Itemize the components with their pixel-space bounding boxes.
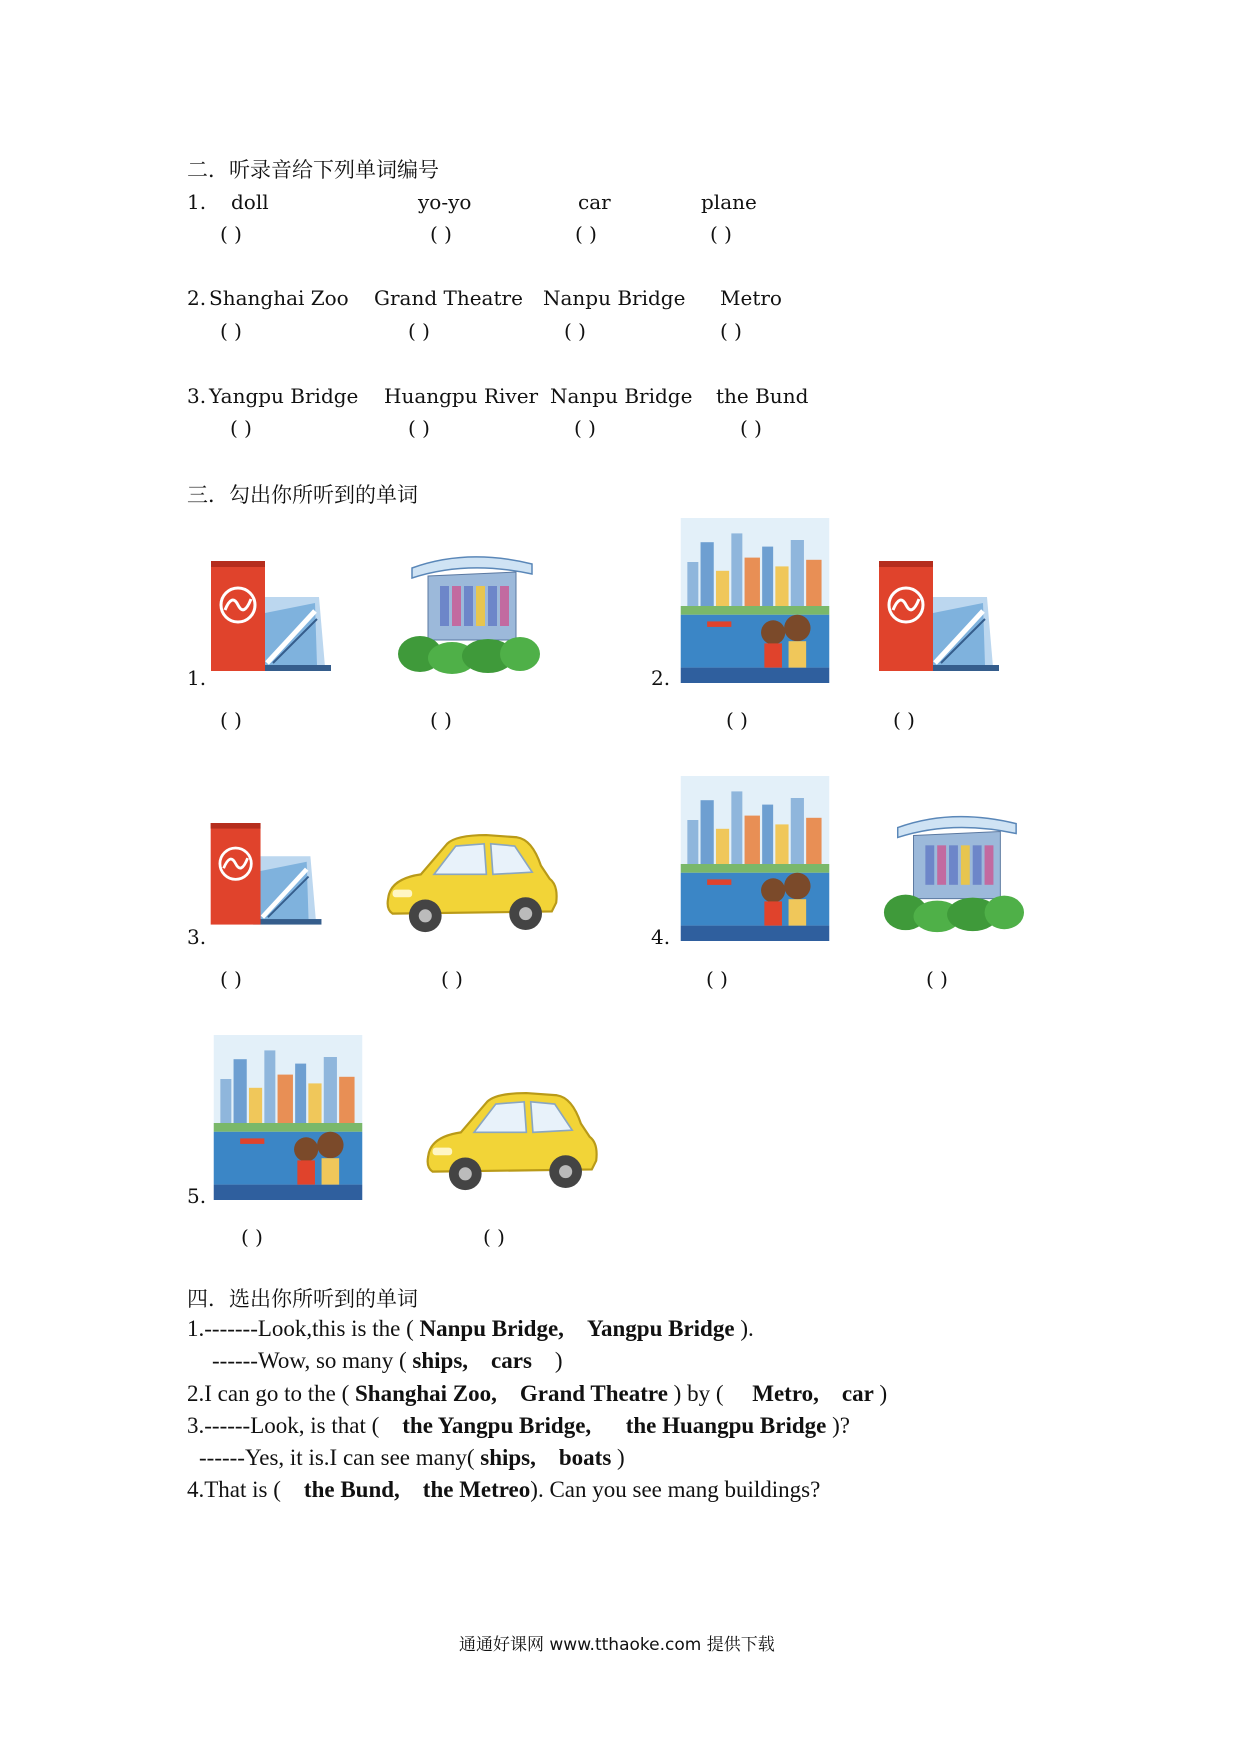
answer-blank[interactable]: ( ): [220, 967, 242, 991]
option[interactable]: cars: [491, 1348, 532, 1373]
group2-number: 2.: [651, 666, 671, 690]
group5-number: 5.: [187, 1184, 207, 1208]
answer-blank[interactable]: ( ): [430, 708, 452, 732]
q1a-end: ).: [734, 1316, 754, 1341]
answer-blank[interactable]: ( ): [720, 319, 742, 343]
row3-word-nanpu-bridge: Nanpu Bridge: [550, 384, 693, 408]
q3b-end: ): [611, 1445, 625, 1470]
row3-word-the-bund: the Bund: [716, 384, 809, 408]
the-bund-icon: [680, 776, 830, 941]
group3-number: 3.: [187, 925, 207, 949]
q4-text: 4.That is (: [187, 1477, 281, 1502]
option[interactable]: the Metreo: [422, 1477, 531, 1502]
row3-word-yangpu-bridge: Yangpu Bridge: [209, 384, 359, 408]
answer-blank[interactable]: ( ): [740, 416, 762, 440]
car-icon: [375, 822, 565, 942]
row1-number: 1.: [187, 190, 207, 214]
q3b-text: ------Yes, it is.I can see many(: [199, 1445, 481, 1470]
metro-station-icon: [207, 555, 337, 685]
answer-blank[interactable]: ( ): [706, 967, 728, 991]
answer-blank[interactable]: ( ): [220, 319, 242, 343]
answer-blank[interactable]: ( ): [408, 416, 430, 440]
option[interactable]: Metro,: [752, 1381, 819, 1406]
answer-blank[interactable]: ( ): [430, 222, 452, 246]
grand-theatre-icon: [878, 805, 1026, 935]
option[interactable]: Shanghai Zoo,: [354, 1381, 497, 1406]
q3a-end: )?: [826, 1413, 850, 1438]
section-2-heading: 二．听录音给下列单词编号: [187, 158, 439, 182]
answer-blank[interactable]: ( ): [893, 708, 915, 732]
option[interactable]: car: [841, 1381, 874, 1406]
q1a-text: 1.-------Look,this is the (: [187, 1316, 420, 1341]
option[interactable]: Yangpu Bridge: [586, 1316, 735, 1341]
row1-word-doll: doll: [231, 190, 269, 214]
answer-blank[interactable]: ( ): [574, 416, 596, 440]
question-3b: [199, 1445, 625, 1471]
footer-credit: 通通好课网 www.tthaoke.com 提供下载: [459, 1635, 775, 1655]
metro-station-icon: [875, 555, 1005, 685]
option[interactable]: ships,: [480, 1445, 536, 1470]
row2-word-grand-theatre: Grand Theatre: [374, 286, 523, 310]
option[interactable]: the Yangpu Bridge,: [402, 1413, 592, 1438]
option[interactable]: Grand Theatre: [519, 1381, 668, 1406]
section-3-heading: 三．勾出你所听到的单词: [187, 483, 418, 507]
row3-word-huangpu-river: Huangpu River: [384, 384, 539, 408]
group4-number: 4.: [651, 925, 671, 949]
question-1a: [187, 1316, 754, 1342]
answer-blank[interactable]: ( ): [230, 416, 252, 440]
row2-word-shanghai-zoo: Shanghai Zoo: [209, 286, 349, 310]
answer-blank[interactable]: ( ): [220, 222, 242, 246]
option[interactable]: the Huangpu Bridge: [625, 1413, 827, 1438]
row2-number: 2.: [187, 286, 207, 310]
section-4-heading: 四．选出你所听到的单词: [187, 1287, 418, 1311]
q1b-end: ): [549, 1348, 563, 1373]
option[interactable]: boats: [558, 1445, 612, 1470]
the-bund-icon: [680, 518, 830, 683]
q2-text: 2.I can go to the (: [187, 1381, 355, 1406]
answer-blank[interactable]: ( ): [241, 1225, 263, 1249]
answer-blank[interactable]: ( ): [408, 319, 430, 343]
option[interactable]: ships,: [412, 1348, 469, 1373]
answer-blank[interactable]: ( ): [220, 708, 242, 732]
answer-blank[interactable]: ( ): [710, 222, 732, 246]
answer-blank[interactable]: ( ): [575, 222, 597, 246]
row1-word-car: car: [578, 190, 611, 214]
the-bund-icon: [213, 1035, 363, 1200]
metro-station-icon: [207, 815, 327, 940]
q2-end: ): [873, 1381, 888, 1406]
answer-blank[interactable]: ( ): [441, 967, 463, 991]
answer-blank[interactable]: ( ): [564, 319, 586, 343]
question-2: [187, 1381, 887, 1407]
q1b-text: ------Wow, so many (: [212, 1348, 413, 1373]
option[interactable]: the Bund,: [303, 1477, 400, 1502]
row3-number: 3.: [187, 384, 207, 408]
q4-end: ). Can you see mang buildings?: [530, 1477, 821, 1502]
answer-blank[interactable]: ( ): [926, 967, 948, 991]
question-1b: [212, 1348, 563, 1374]
question-4: [187, 1477, 820, 1503]
row2-word-nanpu-bridge: Nanpu Bridge: [543, 286, 686, 310]
question-3a: [187, 1413, 850, 1439]
answer-blank[interactable]: ( ): [483, 1225, 505, 1249]
row1-word-yoyo: yo-yo: [418, 190, 472, 214]
q2-mid: ) by (: [667, 1381, 724, 1406]
grand-theatre-icon: [392, 546, 542, 676]
row1-word-plane: plane: [701, 190, 757, 214]
car-icon: [415, 1080, 605, 1200]
option[interactable]: Nanpu Bridge,: [419, 1316, 564, 1341]
answer-blank[interactable]: ( ): [726, 708, 748, 732]
group1-number: 1.: [187, 666, 207, 690]
q3a-text: 3.------Look, is that (: [187, 1413, 380, 1438]
row2-word-metro: Metro: [720, 286, 782, 310]
